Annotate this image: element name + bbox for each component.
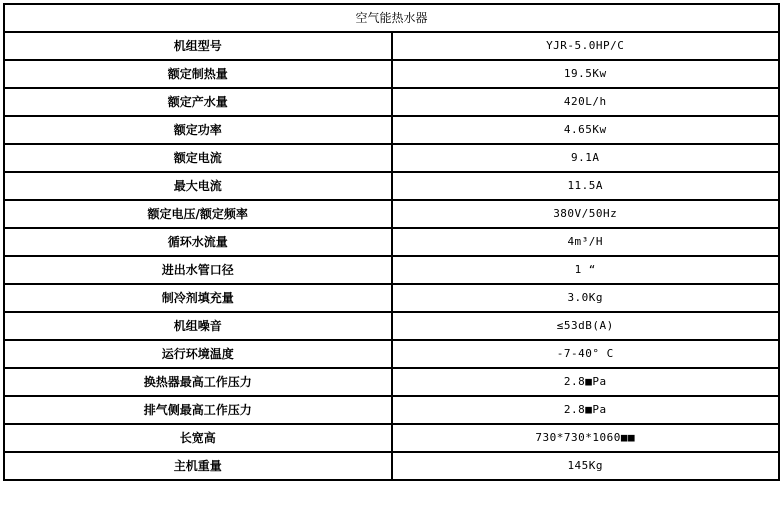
table-row (4, 116, 779, 144)
row-value: 3.0Kg (392, 284, 780, 312)
row-label: 额定功率 (4, 116, 392, 144)
table-row (4, 312, 779, 340)
row-value: -7-40° C (392, 340, 780, 368)
row-value: 2.8■Pa (392, 396, 780, 424)
row-label: 机组噪音 (4, 312, 392, 340)
row-label: 进出水管口径 (4, 256, 392, 284)
table-row (4, 424, 779, 452)
table-row (4, 32, 779, 60)
row-value: 1 “ (392, 256, 780, 284)
table-row (4, 60, 779, 88)
row-label: 额定制热量 (4, 60, 392, 88)
table-title: 空气能热水器 (4, 4, 779, 32)
row-label: 循环水流量 (4, 228, 392, 256)
row-label: 额定电流 (4, 144, 392, 172)
table-row (4, 172, 779, 200)
row-label: 运行环境温度 (4, 340, 392, 368)
row-value: 2.8■Pa (392, 368, 780, 396)
row-value: 145Kg (392, 452, 780, 480)
table-row (4, 368, 779, 396)
row-label: 长宽高 (4, 424, 392, 452)
table-row (4, 396, 779, 424)
row-label: 额定电压/额定频率 (4, 200, 392, 228)
row-value: 380V/50Hz (392, 200, 780, 228)
row-value: ≤53dB(A) (392, 312, 780, 340)
row-label: 机组型号 (4, 32, 392, 60)
table-row (4, 340, 779, 368)
row-value: 4m³/H (392, 228, 780, 256)
row-value: 9.1A (392, 144, 780, 172)
row-value: 730*730*1060■■ (392, 424, 780, 452)
table-row (4, 452, 779, 480)
row-value: 19.5Kw (392, 60, 780, 88)
table-row (4, 200, 779, 228)
table-row (4, 256, 779, 284)
table-row (4, 228, 779, 256)
table-row (4, 284, 779, 312)
row-label: 换热器最高工作压力 (4, 368, 392, 396)
row-value: 420L/h (392, 88, 780, 116)
row-label: 主机重量 (4, 452, 392, 480)
row-label: 制冷剂填充量 (4, 284, 392, 312)
row-value: YJR-5.0HP/C (392, 32, 780, 60)
table-title-row (4, 4, 779, 32)
row-label: 额定产水量 (4, 88, 392, 116)
row-label: 排气侧最高工作压力 (4, 396, 392, 424)
row-value: 11.5A (392, 172, 780, 200)
spec-table (3, 3, 780, 481)
table-row (4, 144, 779, 172)
row-value: 4.65Kw (392, 116, 780, 144)
table-row (4, 88, 779, 116)
row-label: 最大电流 (4, 172, 392, 200)
